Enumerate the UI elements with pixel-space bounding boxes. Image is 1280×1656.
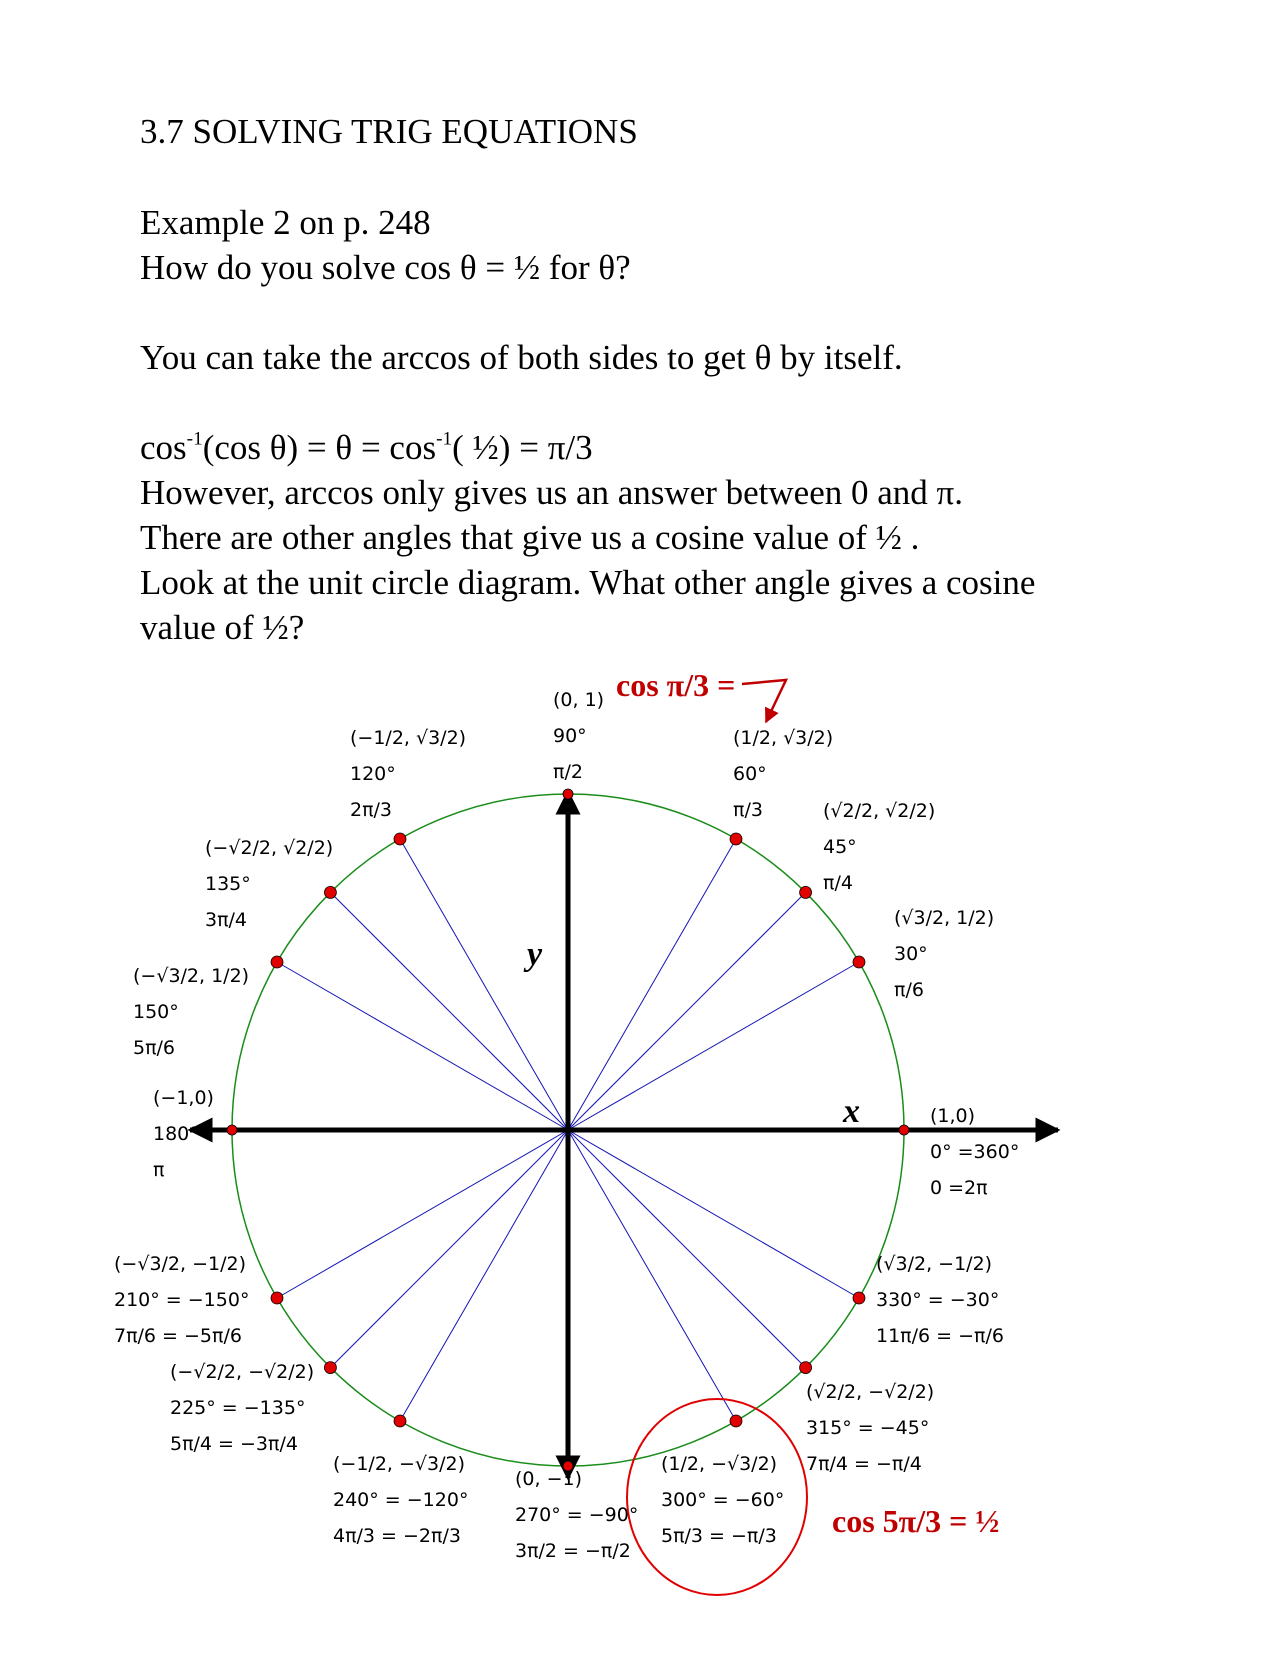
radius-line-angle-330 <box>568 1130 859 1298</box>
point-angle-0 <box>899 1125 909 1135</box>
x-axis-label: x <box>843 1093 860 1130</box>
point-angle-135 <box>324 886 336 898</box>
label-angle-0-line-1: (1,0) <box>930 1105 976 1127</box>
radius-line-angle-30 <box>568 962 859 1130</box>
label-angle-90-line-1: (0, 1) <box>553 689 605 711</box>
radius-line-angle-315 <box>568 1130 806 1368</box>
label-angle-30-line-1: (√3/2, 1/2) <box>894 907 995 929</box>
point-angle-180 <box>227 1125 237 1135</box>
label-angle-150-line-1: (−√3/2, 1/2) <box>133 965 250 987</box>
label-angle-315-line-1: (√2/2, −√2/2) <box>806 1381 935 1403</box>
label-angle-210-line-2: 210° = −150° <box>114 1289 250 1311</box>
radius-line-angle-135 <box>330 892 568 1130</box>
point-angle-45 <box>800 886 812 898</box>
label-angle-150-line-3: 5π/6 <box>133 1037 176 1059</box>
label-angle-240-line-3: 4π/3 = −2π/3 <box>333 1525 461 1547</box>
label-angle-0-line-3: 0 =2π <box>930 1177 988 1199</box>
radius-line-angle-225 <box>330 1130 568 1368</box>
point-angle-120 <box>394 833 406 845</box>
label-angle-270-line-1: (0, −1) <box>515 1468 583 1490</box>
radius-line-angle-45 <box>568 892 806 1130</box>
radius-line-angle-240 <box>400 1130 568 1421</box>
point-angle-300 <box>730 1415 742 1427</box>
point-angle-330 <box>853 1292 865 1304</box>
label-angle-315-line-3: 7π/4 = −π/4 <box>806 1453 922 1475</box>
label-angle-225-line-1: (−√2/2, −√2/2) <box>170 1361 315 1383</box>
label-angle-330-line-3: 11π/6 = −π/6 <box>876 1325 1004 1347</box>
point-angle-90 <box>563 789 573 799</box>
example-reference: Example 2 on p. 248 <box>140 203 431 242</box>
label-angle-315-line-2: 315° = −45° <box>806 1417 930 1439</box>
unit-circle-prompt-cont: value of ½? <box>140 608 305 647</box>
point-angle-30 <box>853 956 865 968</box>
label-angle-45-line-3: π/4 <box>823 872 853 894</box>
y-axis-label: y <box>527 936 543 973</box>
point-angle-60 <box>730 833 742 845</box>
point-angle-210 <box>271 1292 283 1304</box>
label-angle-120-line-3: 2π/3 <box>350 799 393 821</box>
label-angle-45-line-1: (√2/2, √2/2) <box>823 800 936 822</box>
label-angle-30-line-2: 30° <box>894 943 928 965</box>
label-angle-210-line-3: 7π/6 = −5π/6 <box>114 1325 242 1347</box>
page-heading: 3.7 SOLVING TRIG EQUATIONS <box>140 112 638 151</box>
label-angle-120-line-1: (−1/2, √3/2) <box>350 727 467 749</box>
label-angle-30-line-3: π/6 <box>894 979 924 1001</box>
label-angle-270-line-3: 3π/2 = −π/2 <box>515 1540 631 1562</box>
radius-line-angle-300 <box>568 1130 736 1421</box>
radius-line-angle-60 <box>568 839 736 1130</box>
label-angle-60-line-3: π/3 <box>733 799 763 821</box>
point-angle-315 <box>800 1362 812 1374</box>
label-angle-300-line-2: 300° = −60° <box>661 1489 785 1511</box>
arccos-explanation: You can take the arccos of both sides to get θ by itself. <box>140 338 903 377</box>
radius-line-angle-120 <box>400 839 568 1130</box>
label-angle-225-line-3: 5π/4 = −3π/4 <box>170 1433 298 1455</box>
label-angle-90-line-2: 90° <box>553 725 587 747</box>
label-angle-240-line-1: (−1/2, −√3/2) <box>333 1453 466 1475</box>
label-angle-225-line-2: 225° = −135° <box>170 1397 306 1419</box>
label-angle-135-line-3: 3π/4 <box>205 909 248 931</box>
other-angles-note: There are other angles that give us a cosine value of ½ . <box>140 518 920 557</box>
cos-5pi-over-3-annotation: cos 5π/3 = ½ <box>832 1503 1000 1539</box>
label-angle-330-line-1: (√3/2, −1/2) <box>876 1253 993 1275</box>
label-angle-90-line-3: π/2 <box>553 761 583 783</box>
label-angle-60-line-2: 60° <box>733 763 767 785</box>
label-angle-135-line-1: (−√2/2, √2/2) <box>205 837 334 859</box>
point-angle-240 <box>394 1415 406 1427</box>
label-angle-0-line-2: 0° =360° <box>930 1141 1020 1163</box>
question-text: How do you solve cos θ = ½ for θ? <box>140 248 631 287</box>
annotation-arrow <box>742 680 786 722</box>
label-angle-60-line-1: (1/2, √3/2) <box>733 727 834 749</box>
radius-line-angle-210 <box>277 1130 568 1298</box>
radius-line-angle-150 <box>277 962 568 1130</box>
label-angle-300-line-1: (1/2, −√3/2) <box>661 1453 778 1475</box>
label-angle-180-line-2: 180° <box>153 1123 199 1145</box>
point-angle-150 <box>271 956 283 968</box>
label-angle-210-line-1: (−√3/2, −1/2) <box>114 1253 247 1275</box>
arccos-range-note: However, arccos only gives us an answer between 0 and π. <box>140 473 963 512</box>
label-angle-270-line-2: 270° = −90° <box>515 1504 639 1526</box>
label-angle-180-line-3: π <box>153 1159 165 1181</box>
label-angle-120-line-2: 120° <box>350 763 396 785</box>
label-angle-300-line-3: 5π/3 = −π/3 <box>661 1525 777 1547</box>
label-angle-240-line-2: 240° = −120° <box>333 1489 469 1511</box>
label-angle-150-line-2: 150° <box>133 1001 179 1023</box>
cos-pi-over-3-annotation: cos π/3 = <box>616 667 736 703</box>
label-angle-45-line-2: 45° <box>823 836 857 858</box>
unit-circle-prompt: Look at the unit circle diagram. What other angle gives a cosine <box>140 563 1036 602</box>
label-angle-180-line-1: (−1,0) <box>153 1087 214 1109</box>
point-angle-225 <box>324 1362 336 1374</box>
label-angle-135-line-2: 135° <box>205 873 251 895</box>
label-angle-330-line-2: 330° = −30° <box>876 1289 1000 1311</box>
arccos-equation: $\cos^{-1}(\cos$ $\theta) = \theta = \cos^{-1}$( ½) = π/3 <box>140 428 593 467</box>
